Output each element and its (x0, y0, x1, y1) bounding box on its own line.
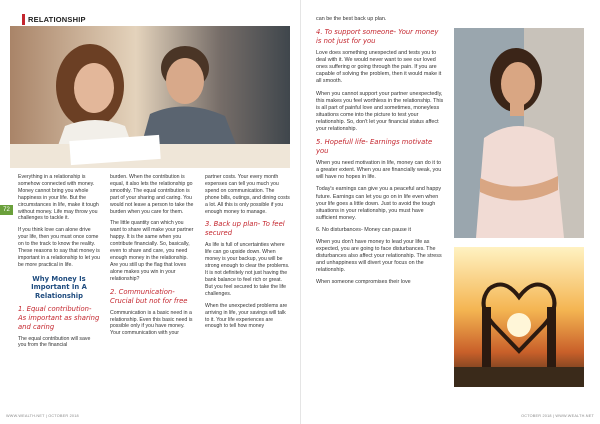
text-column-2 (110, 174, 195, 342)
paragraph: When the unexpected problems are arriving in life, your savings will talk to it. Your life experiences are enough to tell how money (205, 302, 288, 330)
paragraph: Communication is a basic need in a relationship. Even this basic need is possible only if you have money. Your communication with your (110, 309, 193, 337)
paragraph: If you think love can alone drive your life, then you must once come on to the track to know the reality. These reasons to say that money is important in a relationship to let you be more practical in life. (18, 227, 100, 268)
section-label: RELATIONSHIP (28, 15, 86, 24)
footer-right: OCTOBER 2018 | WWW.WEALTH.NET (521, 414, 594, 418)
sunset-couple-photo (454, 247, 584, 387)
paragraph: Everything in a relationship is somehow connected with money. Money cannot bring you whole happiness in your life. But the circumstances in life, make it tough without money. Life may throw you challenges to tackle it. (18, 174, 99, 222)
point-heading-5: 5. Hopefull life- Earnings motivate you (316, 138, 433, 156)
couple-photo (10, 26, 290, 168)
point-heading-4: 4. To support someone- Your money is not just for you (316, 28, 439, 46)
point-heading-2: 2. Communication- Crucial but not for free (110, 287, 188, 305)
paragraph: As life is full of uncertainties where life can go upside down. When money is your backup, you will be strong enough to clear the problems. It is not definitely not just having the bank balance to feel rich or great. But you feel secured to take the life challenges. (205, 242, 290, 297)
paragraph: When you cannot support your partner unexpectedly, this makes you feel worthless in the relationship. This is all part of painful love and sometimes, moneyless situations come into the picture to test your relationship. So, don't let your financial status affect your relationship. (316, 90, 444, 133)
woman-photo (454, 28, 584, 238)
section-marker (22, 14, 25, 25)
point-heading-1: 1. Equal contribution- As important as sharing and caring (18, 304, 100, 331)
paragraph: Love does something unexpected and tests you to deal with it. We would never want to see our loved ones suffering or going through the pain. If you are capable of solving the problem, then it would make it all smooth. (316, 50, 442, 85)
paragraph: The little quantity can which you want to share will make your partner happy. It is the same when you contribute financially. So, basically, even to share and care, you need enough money in the relationship. Are you still up the flag that loves alone makes you win in your relationship? (110, 220, 194, 282)
paragraph: 6. No disturbances- Money can pause it (316, 226, 411, 233)
paragraph: burden. When the contribution is equal, it also lets the relationship go smoothly. The equal contribution is part of your sharing and caring. You would not leave a person to take the burden when you care for them. (110, 174, 194, 215)
paragraph: When you need motivation in life, money can do it to a greater extent. When you are financially weak, you will have no hopes in life. (316, 160, 442, 181)
page-number-tab: 72 (0, 205, 13, 215)
paragraph: The equal contribution will save you from the financial (18, 335, 91, 349)
paragraph: When someone compromises their love (316, 279, 411, 286)
paragraph: can be the best back up plan. (316, 16, 387, 22)
point-heading-3: 3. Back up plan- To feel secured (205, 220, 285, 238)
paragraph: Today's earnings can give you a peaceful and happy future. Earnings can let you go on in life even when your life goes a little down. Just to avoid the tough situations in your relationship, you must have sufficient money. (316, 186, 442, 221)
text-column-1 (18, 174, 100, 354)
footer-left: WWW.WEALTH.NET | OCTOBER 2018 (6, 414, 79, 418)
text-column-3 (205, 174, 290, 335)
paragraph: When you don't have money to lead your life as expected, you are going to face disturbances. The disturbances also affect your relationship. The stress and unhappiness will divert your focus on the relationship. (316, 238, 442, 274)
paragraph: partner costs. Your every month expenses can tell you much you spend on communication. The phone bills, outings, and dining costs a lot. All this is only possible if you enough money to manage. (205, 174, 290, 215)
text-column-4 (316, 16, 444, 292)
subheading: Why Money Is Important In A Relationship (31, 274, 87, 300)
